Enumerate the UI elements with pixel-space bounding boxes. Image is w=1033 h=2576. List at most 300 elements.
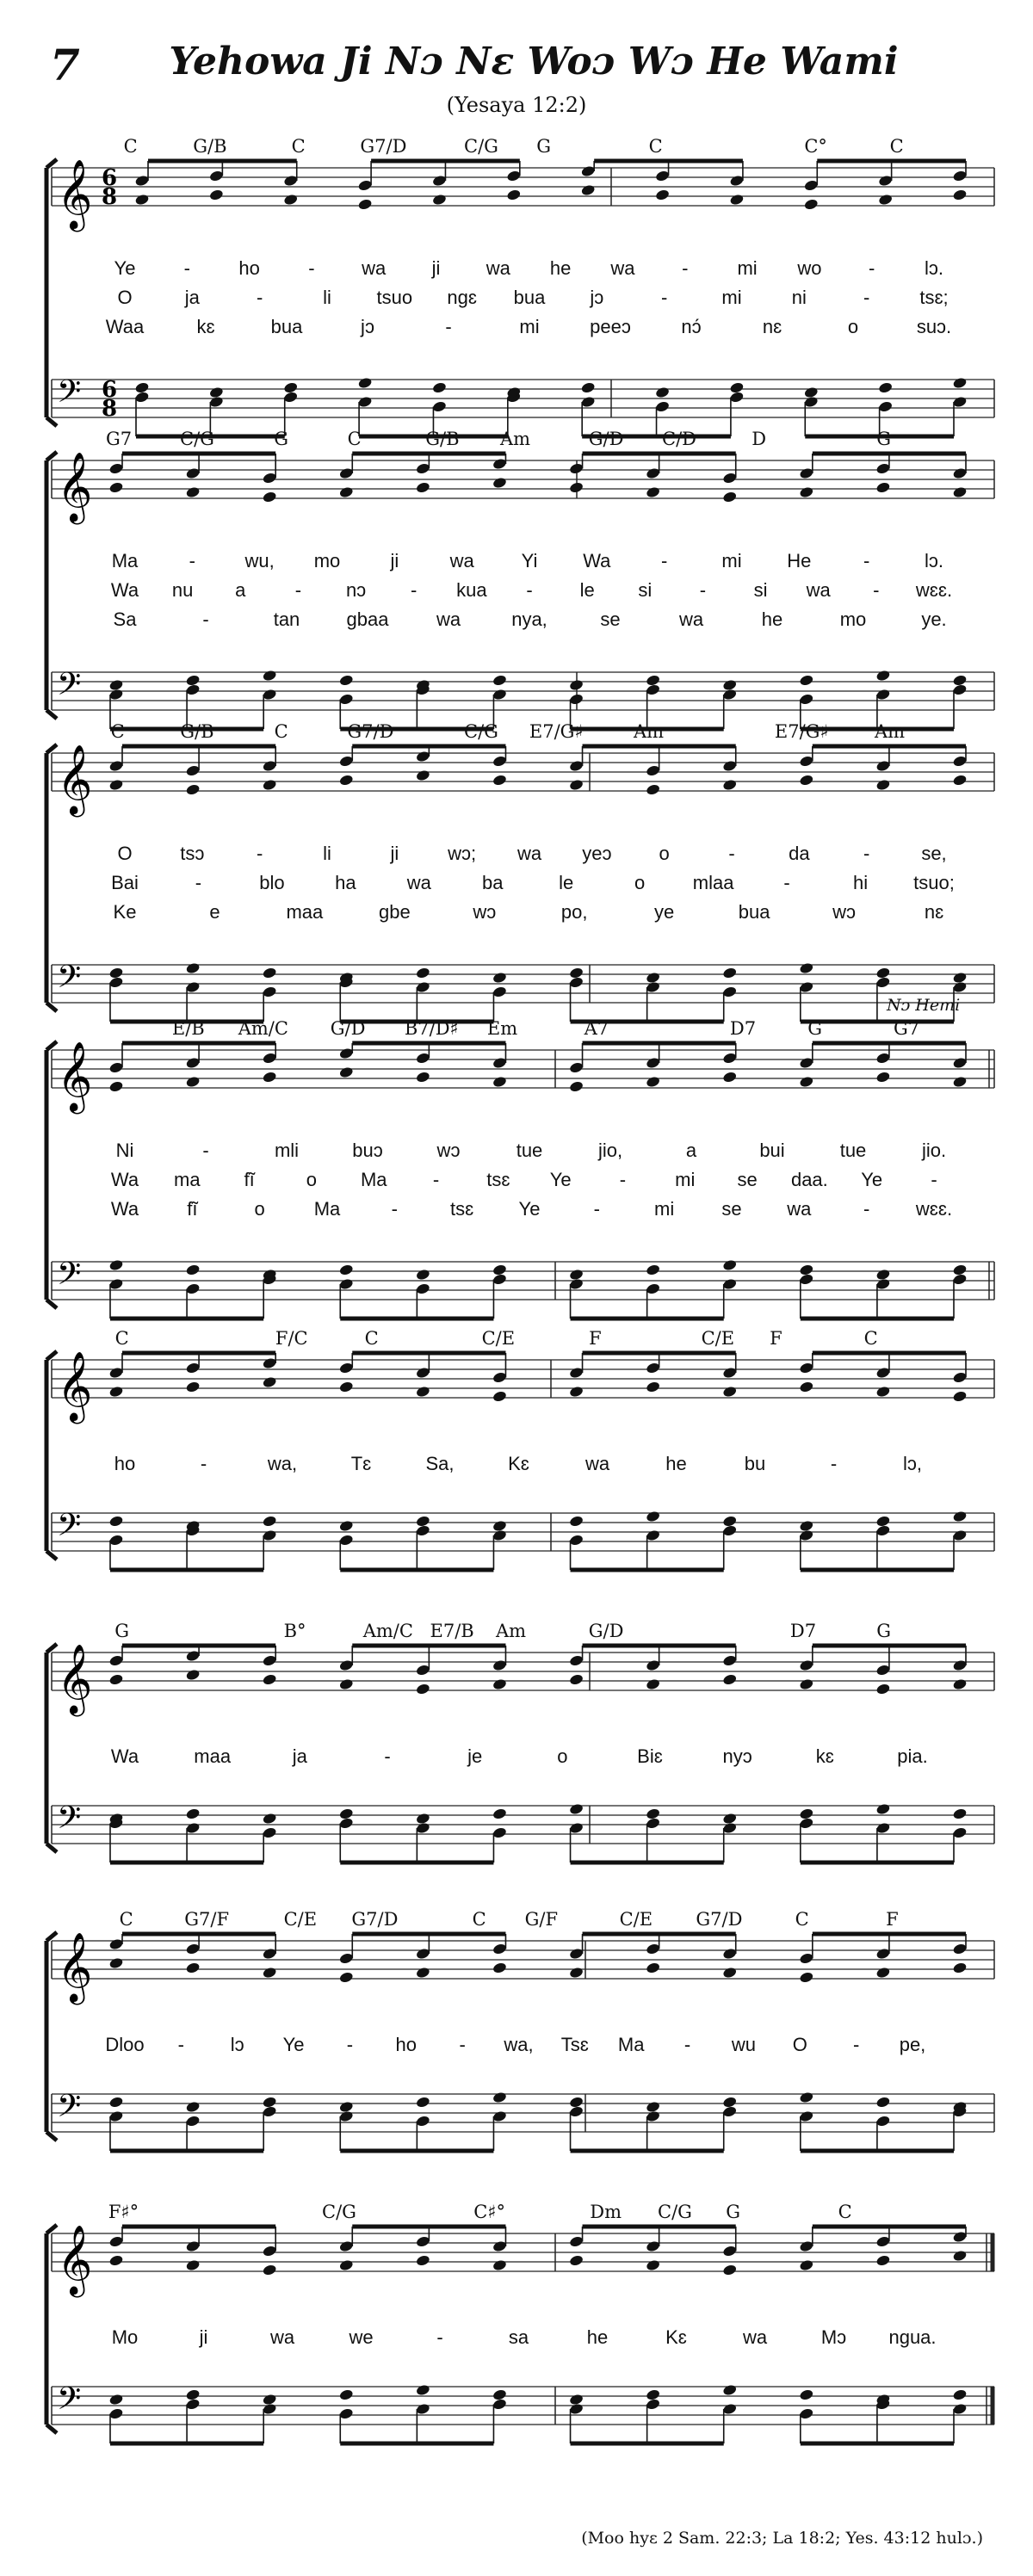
treble-clef-icon: 𝄞 bbox=[57, 1041, 93, 1111]
lyric-syllable: gbe bbox=[378, 901, 411, 923]
treble-notehead bbox=[416, 462, 431, 475]
treble-notehead bbox=[134, 175, 150, 188]
treble-notehead bbox=[952, 755, 968, 768]
lyric-syllable: bua bbox=[270, 316, 303, 337]
bass-clef-icon: 𝄢 bbox=[57, 666, 82, 710]
lyric-syllable: wa bbox=[787, 1198, 812, 1220]
treble-notehead bbox=[655, 188, 671, 201]
bass-notehead bbox=[952, 674, 968, 687]
lyric-syllable: a bbox=[685, 1140, 697, 1161]
bass-notehead bbox=[729, 381, 745, 394]
bass-notehead bbox=[878, 400, 894, 413]
treble-notehead bbox=[569, 1673, 585, 1686]
chord-symbol: C° bbox=[804, 136, 827, 157]
chord-symbol: C bbox=[114, 1328, 129, 1349]
lyric-syllable: wa bbox=[449, 550, 474, 571]
bass-notehead bbox=[185, 981, 201, 994]
lyric-syllable: - bbox=[660, 287, 668, 308]
bass-notehead bbox=[185, 1822, 201, 1835]
treble-notehead bbox=[722, 1654, 738, 1667]
treble-notehead bbox=[185, 2259, 201, 2272]
treble-notehead bbox=[569, 760, 585, 773]
treble-notehead bbox=[262, 491, 277, 503]
lyric-syllable: suɔ. bbox=[916, 316, 952, 337]
bass-notehead bbox=[209, 396, 225, 409]
treble-notehead bbox=[416, 1367, 431, 1380]
lyric-syllable: nɔ bbox=[345, 579, 367, 601]
treble-notehead bbox=[432, 194, 448, 207]
chord-symbol: C bbox=[274, 721, 288, 742]
bass-notehead bbox=[569, 679, 585, 692]
bass-notehead bbox=[338, 1520, 354, 1533]
chord-symbol: C bbox=[795, 1909, 809, 1930]
bass-notehead bbox=[722, 2403, 738, 2416]
lyric-syllable: mi bbox=[519, 316, 540, 337]
treble-notehead bbox=[338, 1066, 354, 1079]
lyric-syllable: ji bbox=[199, 2326, 208, 2348]
lyric-syllable: Kɛ bbox=[665, 2326, 687, 2348]
chord-symbol: C bbox=[648, 136, 663, 157]
bass-notehead bbox=[492, 1520, 508, 1533]
chord-symbol: G/D bbox=[330, 1018, 366, 1039]
lyric-syllable: tsuo; bbox=[913, 872, 955, 893]
bass-notehead bbox=[875, 1278, 891, 1291]
treble-notehead bbox=[262, 1052, 277, 1065]
bass-notehead bbox=[952, 981, 968, 994]
bass-clef-icon: 𝄢 bbox=[57, 2088, 82, 2132]
treble-notehead bbox=[492, 1943, 508, 1955]
treble-notehead bbox=[722, 1071, 738, 1084]
lyric-syllable: Ye bbox=[114, 257, 136, 279]
lyric-syllable: wa bbox=[362, 257, 387, 279]
lyric-syllable: - bbox=[863, 843, 870, 864]
lyric-syllable: wɛɛ. bbox=[915, 579, 953, 601]
treble-notehead bbox=[492, 2240, 508, 2253]
lyric-syllable: mo bbox=[313, 550, 341, 571]
treble-notehead bbox=[799, 2240, 814, 2253]
bass-notehead bbox=[185, 2115, 201, 2128]
bass-notehead bbox=[952, 377, 968, 390]
bass-notehead bbox=[646, 2101, 661, 2114]
bass-notehead bbox=[646, 1510, 661, 1523]
lyric-syllable: ho bbox=[114, 1453, 136, 1474]
treble-notehead bbox=[283, 175, 299, 188]
lyric-syllable: ngɛ bbox=[447, 287, 477, 308]
bass-notehead bbox=[416, 1813, 431, 1825]
bass-notehead bbox=[209, 386, 225, 399]
lyric-syllable: mo bbox=[839, 608, 867, 630]
chord-symbol: G7/F bbox=[184, 1909, 230, 1930]
lyric-syllable: - bbox=[308, 257, 315, 279]
lyric-syllable: Mɔ bbox=[820, 2326, 847, 2348]
treble-notehead bbox=[338, 1362, 354, 1374]
lyric-syllable: Waa bbox=[105, 316, 145, 337]
bass-notehead bbox=[283, 381, 299, 394]
bass-notehead bbox=[492, 1826, 508, 1839]
treble-notehead bbox=[492, 1678, 508, 1691]
bass-notehead bbox=[262, 2403, 277, 2416]
chord-symbol: C/D bbox=[662, 429, 696, 449]
treble-notehead bbox=[646, 2240, 661, 2253]
bass-notehead bbox=[416, 1269, 431, 1282]
bass-notehead bbox=[416, 1524, 431, 1537]
lyric-syllable: jɔ bbox=[590, 287, 604, 308]
bass-notehead bbox=[416, 2384, 431, 2397]
lyric-syllable: wɔ bbox=[832, 901, 856, 923]
treble-notehead bbox=[262, 760, 277, 773]
treble-clef-icon: 𝄞 bbox=[57, 1643, 93, 1714]
treble-notehead bbox=[722, 1386, 738, 1399]
treble-notehead bbox=[262, 1673, 277, 1686]
bass-notehead bbox=[803, 396, 819, 409]
bass-notehead bbox=[108, 1259, 124, 1272]
treble-notehead bbox=[722, 1052, 738, 1065]
chord-symbol: G7/D bbox=[351, 1909, 399, 1930]
bass-notehead bbox=[875, 1822, 891, 1835]
bass-notehead bbox=[357, 396, 373, 409]
lyric-syllable: Wa bbox=[110, 579, 139, 601]
chord-symbol: G bbox=[274, 429, 289, 449]
treble-notehead bbox=[952, 1943, 968, 1955]
treble-notehead bbox=[185, 1669, 201, 1682]
treble-clef-icon: 𝄞 bbox=[57, 1931, 93, 2002]
bass-notehead bbox=[338, 1263, 354, 1276]
bass-notehead bbox=[722, 2105, 738, 2118]
lyric-syllable: nu bbox=[171, 579, 194, 601]
treble-notehead bbox=[108, 481, 124, 494]
treble-notehead bbox=[952, 170, 968, 182]
bass-notehead bbox=[569, 976, 585, 989]
lyric-syllable: Sa bbox=[113, 608, 137, 630]
lyric-syllable: he bbox=[665, 1453, 687, 1474]
treble-clef-icon: 𝄞 bbox=[57, 2224, 93, 2295]
treble-notehead bbox=[416, 2235, 431, 2248]
treble-notehead bbox=[492, 1371, 508, 1384]
treble-notehead bbox=[108, 1957, 124, 1970]
bass-notehead bbox=[875, 1803, 891, 1816]
treble-notehead bbox=[875, 760, 891, 773]
chord-symbol: G/B bbox=[180, 721, 214, 742]
bass-notehead bbox=[338, 2407, 354, 2420]
lyric-syllable: mi bbox=[675, 1169, 696, 1190]
chord-symbol: C bbox=[123, 136, 138, 157]
lyric-syllable: maa bbox=[286, 901, 324, 923]
treble-notehead bbox=[185, 1057, 201, 1070]
treble-notehead bbox=[569, 1367, 585, 1380]
lyric-syllable: - bbox=[593, 1198, 600, 1220]
bass-notehead bbox=[338, 693, 354, 706]
bass-notehead bbox=[580, 381, 596, 394]
treble-notehead bbox=[646, 783, 661, 796]
bass-notehead bbox=[646, 1817, 661, 1830]
chord-symbol: G7 bbox=[893, 1018, 920, 1039]
treble-notehead bbox=[416, 2254, 431, 2267]
lyric-syllable: wɔ bbox=[473, 901, 497, 923]
lyric-syllable: he bbox=[586, 2326, 609, 2348]
treble-notehead bbox=[799, 755, 814, 768]
lyric-syllable: - bbox=[177, 2034, 185, 2055]
bass-notehead bbox=[432, 400, 448, 413]
chord-symbol: A7 bbox=[584, 1018, 609, 1039]
lyric-syllable: o bbox=[634, 872, 646, 893]
treble-notehead bbox=[492, 1659, 508, 1672]
treble-notehead bbox=[262, 1654, 277, 1667]
treble-notehead bbox=[878, 194, 894, 207]
chord-symbol: C/G bbox=[322, 2202, 356, 2222]
bass-notehead bbox=[875, 967, 891, 979]
treble-notehead bbox=[799, 774, 814, 787]
treble-notehead bbox=[799, 467, 814, 480]
bass-notehead bbox=[108, 976, 124, 989]
lyric-syllable: - bbox=[863, 287, 870, 308]
lyric-syllable: fĩ bbox=[244, 1169, 255, 1190]
chord-symbol: E7/G♯ bbox=[774, 721, 829, 742]
treble-notehead bbox=[108, 760, 124, 773]
lyric-syllable: Ke bbox=[113, 901, 137, 923]
bass-notehead bbox=[952, 1510, 968, 1523]
chord-symbol: F/C bbox=[275, 1328, 308, 1349]
lyric-syllable: wa, bbox=[267, 1453, 298, 1474]
bass-notehead bbox=[729, 391, 745, 404]
treble-notehead bbox=[875, 1386, 891, 1399]
bass-notehead bbox=[580, 396, 596, 409]
treble-notehead bbox=[646, 1057, 661, 1070]
bass-notehead bbox=[338, 1807, 354, 1820]
bass-notehead bbox=[799, 2407, 814, 2420]
treble-notehead bbox=[952, 2250, 968, 2263]
treble-notehead bbox=[875, 779, 891, 792]
lyric-syllable: Wa bbox=[583, 550, 611, 571]
treble-notehead bbox=[803, 179, 819, 192]
treble-notehead bbox=[729, 175, 745, 188]
bass-notehead bbox=[569, 967, 585, 979]
lyric-syllable: - bbox=[931, 1169, 937, 1190]
bass-notehead bbox=[646, 683, 661, 696]
lyric-syllable: ji bbox=[390, 843, 399, 864]
treble-notehead bbox=[875, 1052, 891, 1065]
bass-notehead bbox=[416, 981, 431, 994]
bass-notehead bbox=[646, 2110, 661, 2123]
lyric-syllable: ha bbox=[335, 872, 356, 893]
bass-notehead bbox=[569, 2403, 585, 2416]
treble-notehead bbox=[416, 1071, 431, 1084]
chord-symbol: G/B bbox=[193, 136, 227, 157]
bass-notehead bbox=[134, 391, 150, 404]
treble-notehead bbox=[416, 481, 431, 494]
lyric-syllable: - bbox=[346, 2034, 354, 2055]
lyric-syllable: O bbox=[792, 2034, 807, 2055]
lyric-syllable: - bbox=[183, 257, 190, 279]
bass-notehead bbox=[875, 1269, 891, 1282]
lyric-syllable: peeɔ bbox=[590, 316, 631, 337]
chord-symbol: Am/C bbox=[238, 1018, 288, 1039]
chord-symbol: D7 bbox=[729, 1018, 757, 1039]
chord-symbol: G bbox=[536, 136, 552, 157]
treble-notehead bbox=[569, 2235, 585, 2248]
bass-notehead bbox=[108, 967, 124, 979]
bass-clef-icon: 𝄢 bbox=[57, 1256, 82, 1300]
lyric-syllable: le bbox=[579, 579, 595, 601]
bass-notehead bbox=[492, 2388, 508, 2401]
lyric-syllable: ba bbox=[482, 872, 504, 893]
treble-notehead bbox=[416, 1386, 431, 1399]
lyric-syllable: nɛ bbox=[924, 901, 944, 923]
bass-notehead bbox=[108, 2394, 124, 2406]
chord-symbol: C/E bbox=[481, 1328, 516, 1349]
chord-symbol: E7/B bbox=[430, 1621, 474, 1641]
lyric-syllable: - bbox=[294, 579, 302, 601]
lyric-syllable: - bbox=[684, 2034, 691, 2055]
bass-notehead bbox=[803, 386, 819, 399]
bass-notehead bbox=[492, 1529, 508, 1542]
lyric-syllable: Wa bbox=[110, 1169, 139, 1190]
bass-notehead bbox=[338, 2101, 354, 2114]
bass-notehead bbox=[492, 2091, 508, 2104]
lyric-syllable: - bbox=[869, 257, 875, 279]
lyric-syllable: pe, bbox=[899, 2034, 926, 2055]
bass-notehead bbox=[799, 2388, 814, 2401]
treble-notehead bbox=[875, 1664, 891, 1677]
bass-notehead bbox=[338, 2110, 354, 2123]
lyric-syllable: nɔ́ bbox=[681, 316, 702, 337]
bass-notehead bbox=[185, 2101, 201, 2114]
lyric-syllable: se, bbox=[921, 843, 947, 864]
bass-notehead bbox=[799, 1263, 814, 1276]
bass-notehead bbox=[185, 674, 201, 687]
treble-notehead bbox=[875, 462, 891, 475]
lyric-syllable: buɔ bbox=[352, 1140, 383, 1161]
treble-notehead bbox=[569, 1386, 585, 1399]
treble-notehead bbox=[492, 755, 508, 768]
treble-notehead bbox=[108, 1080, 124, 1093]
treble-notehead bbox=[416, 1664, 431, 1677]
chord-symbol: C bbox=[838, 2202, 852, 2222]
bass-notehead bbox=[952, 2388, 968, 2401]
treble-notehead bbox=[262, 2245, 277, 2258]
chord-symbol: B7/D♯ bbox=[404, 1018, 459, 1039]
bass-notehead bbox=[952, 396, 968, 409]
lyric-syllable: Ma bbox=[111, 550, 139, 571]
lyric-syllable: da bbox=[789, 843, 810, 864]
bass-notehead bbox=[262, 1529, 277, 1542]
bass-notehead bbox=[338, 1817, 354, 1830]
bass-clef-icon: 𝄢 bbox=[57, 1507, 82, 1551]
bass-notehead bbox=[185, 1282, 201, 1295]
lyric-syllable: Ma bbox=[313, 1198, 341, 1220]
treble-notehead bbox=[799, 1362, 814, 1374]
lyric-syllable: wa bbox=[610, 257, 635, 279]
treble-notehead bbox=[338, 774, 354, 787]
lyric-syllable: bu bbox=[744, 1453, 766, 1474]
lyric-syllable: he bbox=[761, 608, 783, 630]
treble-notehead bbox=[655, 170, 671, 182]
bass-notehead bbox=[569, 2096, 585, 2109]
chord-symbol: F bbox=[886, 1909, 899, 1930]
bass-notehead bbox=[262, 1826, 277, 1839]
bass-notehead bbox=[492, 972, 508, 985]
chord-symbol: G bbox=[876, 1621, 892, 1641]
lyric-syllable: Ma bbox=[617, 2034, 645, 2055]
treble-notehead bbox=[799, 1057, 814, 1070]
lyric-syllable: Tɛ bbox=[350, 1453, 372, 1474]
bass-notehead bbox=[875, 689, 891, 701]
bass-notehead bbox=[875, 2096, 891, 2109]
lyric-syllable: - bbox=[699, 579, 707, 601]
treble-notehead bbox=[492, 774, 508, 787]
lyric-syllable: - bbox=[256, 287, 263, 308]
bass-notehead bbox=[569, 1803, 585, 1816]
chord-symbol: F bbox=[589, 1328, 602, 1349]
lyric-syllable: wɔ bbox=[436, 1140, 461, 1161]
chord-symbol: G bbox=[114, 1621, 130, 1641]
treble-notehead bbox=[338, 1971, 354, 1984]
lyric-syllable: - bbox=[863, 550, 870, 571]
lyric-syllable: - bbox=[202, 608, 209, 630]
bass-notehead bbox=[722, 1822, 738, 1835]
treble-notehead bbox=[492, 1961, 508, 1974]
bass-notehead bbox=[262, 2096, 277, 2109]
treble-notehead bbox=[722, 760, 738, 773]
treble-notehead bbox=[492, 458, 508, 471]
lyric-syllable: Tsɛ bbox=[560, 2034, 589, 2055]
lyric-syllable: mli bbox=[274, 1140, 300, 1161]
lyric-syllable: we bbox=[349, 2326, 374, 2348]
chord-symbol: C bbox=[347, 429, 362, 449]
time-signature-bottom: 8 bbox=[102, 396, 118, 422]
bass-notehead bbox=[799, 1273, 814, 1286]
bass-notehead bbox=[569, 2105, 585, 2118]
treble-notehead bbox=[185, 1362, 201, 1374]
treble-notehead bbox=[722, 2245, 738, 2258]
lyric-syllable: - bbox=[660, 550, 668, 571]
bass-notehead bbox=[416, 2096, 431, 2109]
chord-symbol: C bbox=[889, 136, 904, 157]
lyric-syllable: - bbox=[202, 1140, 209, 1161]
treble-notehead bbox=[506, 188, 522, 201]
lyric-syllable: jio. bbox=[921, 1140, 947, 1161]
bass-notehead bbox=[416, 2403, 431, 2416]
lyric-syllable: tue bbox=[839, 1140, 867, 1161]
treble-clef-icon: 𝄞 bbox=[57, 1350, 93, 1421]
lyric-syllable: ji bbox=[390, 550, 399, 571]
lyric-syllable: nya, bbox=[511, 608, 547, 630]
treble-notehead bbox=[952, 486, 968, 499]
lyric-syllable: Ye bbox=[518, 1198, 541, 1220]
treble-notehead bbox=[338, 467, 354, 480]
treble-notehead bbox=[108, 1673, 124, 1686]
treble-notehead bbox=[209, 188, 225, 201]
treble-notehead bbox=[646, 467, 661, 480]
bass-notehead bbox=[722, 1278, 738, 1291]
treble-notehead bbox=[952, 1390, 968, 1403]
lyric-syllable: kua bbox=[456, 579, 487, 601]
lyric-syllable: O bbox=[117, 843, 133, 864]
treble-notehead bbox=[357, 198, 373, 211]
treble-notehead bbox=[646, 1659, 661, 1672]
bass-notehead bbox=[283, 391, 299, 404]
bass-notehead bbox=[952, 2403, 968, 2416]
bass-notehead bbox=[875, 1524, 891, 1537]
treble-notehead bbox=[108, 1386, 124, 1399]
chord-symbol: G/D bbox=[588, 1621, 624, 1641]
lyric-syllable: - bbox=[445, 316, 452, 337]
chord-symbol: G7/D bbox=[360, 136, 407, 157]
treble-notehead bbox=[580, 165, 596, 178]
treble-notehead bbox=[799, 1678, 814, 1691]
bass-notehead bbox=[108, 2407, 124, 2420]
bass-notehead bbox=[799, 1520, 814, 1533]
lyric-syllable: Ye bbox=[282, 2034, 305, 2055]
